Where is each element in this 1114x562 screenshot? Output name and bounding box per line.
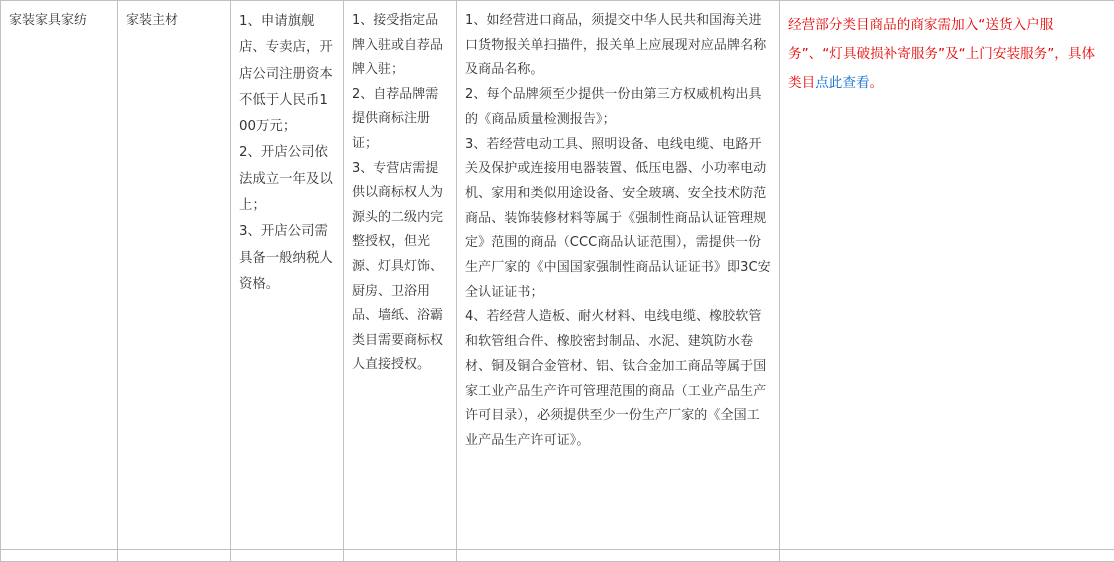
- subcategory-cell: [118, 1, 231, 550]
- empty-cell: [118, 550, 231, 562]
- brand-requirements-list: [352, 9, 448, 378]
- brand-requirement-item: 1、接受指定品牌入驻或自荐品牌入驻；: [352, 9, 448, 83]
- brand-requirements-cell: [344, 1, 457, 550]
- empty-cell: [780, 550, 1114, 562]
- empty-cell: [1, 550, 118, 562]
- table-row: [1, 550, 1114, 562]
- category-text: 家装家具家纺: [9, 9, 109, 34]
- table-row: [1, 1, 1114, 550]
- qualification-requirements-cell: [457, 1, 780, 550]
- store-requirement-item: 2、开店公司依法成立一年及以上；: [239, 140, 335, 219]
- qualification-item: 1、如经营进口商品，须提交中华人民共和国海关进口货物报关单扫描件，报关单上应展现对应品牌名称及商品名称。: [465, 9, 771, 83]
- brand-requirement-item: 2、自荐品牌需提供商标注册证；: [352, 83, 448, 157]
- notes-text-after-link: 。: [870, 75, 884, 91]
- view-categories-link[interactable]: 点此查看: [815, 75, 869, 91]
- category-cell: [1, 1, 118, 550]
- store-requirements-cell: [231, 1, 344, 550]
- qualification-requirements-list: [465, 9, 771, 454]
- empty-cell: [344, 550, 457, 562]
- store-requirement-item: 3、开店公司需具备一般纳税人资格。: [239, 219, 335, 298]
- notes-text-before-link: 经营部分类目商品的商家需加入“送货入户服务”、“灯具破损补寄服务”及“上门安装服务”，具体类目: [788, 17, 1095, 91]
- notes-cell: [780, 1, 1114, 550]
- qualification-item: 3、若经营电动工具、照明设备、电线电缆、电路开关及保护或连接用电器装置、低压电器、小功率电动机、家用和类似用途设备、安全玻璃、安全技术防范商品、装饰装修材料等属于《强制性商品认证管理规定》范围的商品（CCC商品认证范围），需提供一份生产厂家的《中国国家强制性商品认证证书》即3C安全认证证书；: [465, 133, 771, 306]
- store-requirement-item: 1、申请旗舰店、专卖店，开店公司注册资本不低于人民币100万元；: [239, 9, 335, 140]
- brand-requirement-item: 3、专营店需提供以商标权人为源头的二级内完整授权，但光源、灯具灯饰、厨房、卫浴用品、墙纸、浴霸类目需要商标权人直接授权。: [352, 157, 448, 378]
- empty-cell: [231, 550, 344, 562]
- qualification-item: 4、若经营人造板、耐火材料、电线电缆、橡胶软管和软管组合件、橡胶密封制品、水泥、建筑防水卷材、铜及铜合金管材、铝、钛合金加工商品等属于国家工业产品生产许可管理范围的商品（工业产品生产许可目录），必须提供至少一份生产厂家的《全国工业产品生产许可证》。: [465, 305, 771, 453]
- notes-text: [788, 9, 1106, 98]
- store-requirements-list: [239, 9, 335, 298]
- qualification-item: 2、每个品牌须至少提供一份由第三方权威机构出具的《商品质量检测报告》；: [465, 83, 771, 132]
- empty-cell: [457, 550, 780, 562]
- subcategory-text: 家装主材: [126, 9, 222, 34]
